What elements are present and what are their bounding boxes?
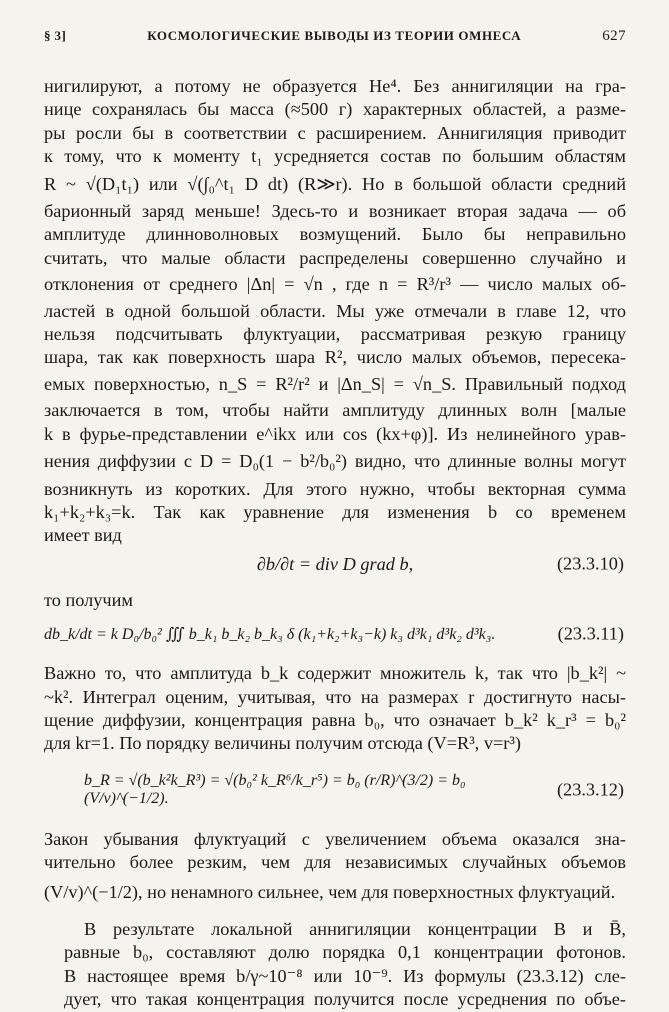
text-line: шара, так как поверхность шара R², число малых объемов, пересека-: [44, 347, 626, 368]
paragraph-4: [44, 828, 626, 904]
equation-expression: b_R = √(b_k²k_R³) = √(b₀² k_R⁶/k_r⁵) = b₀ (r/R)^(3/2) = b₀ (V/v)^(−1/2).: [84, 771, 466, 807]
equation-number: (23.3.11): [557, 623, 624, 644]
text-line: барионный заряд меньше! Здесь-то и возникает вторая задача — об: [44, 201, 626, 222]
text-line: возникнуть из коротких. Для этого нужно, чтобы векторная сумма: [44, 478, 626, 499]
running-header: [44, 28, 626, 45]
book-page: [44, 28, 626, 1012]
text-line: емых поверхностью, n_S = R²/r² и |Δn_S| = √n_S. Правильный подход: [44, 373, 626, 394]
paragraph-2: [44, 589, 626, 612]
text-line: нице сохранялась бы масса (≈500 г) характерных областей, а разме-: [44, 99, 626, 120]
equation-number: (23.3.12): [556, 779, 624, 800]
text-line: считать, что малые области распределены совершенно случайно и: [44, 247, 626, 268]
text-line: Важно то, что амплитуда b_k содержит множитель k, так что |b_k²| ~: [44, 663, 626, 684]
equation-expression: db_k/dt = k D₀/b₀² ∭ b_k₁ b_k₂ b_k₃ δ (k₁+k₂+k₃−k) k₃ d³k₁ d³k₂ d³k₃.: [44, 626, 496, 644]
paragraph-1: [44, 75, 626, 548]
text-line: имеет вид: [44, 525, 122, 546]
equation-number: (23.3.10): [556, 553, 624, 574]
running-title: КОСМОЛОГИЧЕСКИЕ ВЫВОДЫ ИЗ ТЕОРИИ ОМНЕСА: [147, 28, 522, 43]
text-line: щение диффузии, концентрация равна b₀, что означает b_k² k_r³ = b₀²: [44, 709, 626, 730]
text-line: заключается в том, чтобы найти амплитуду длинных волн [малые: [44, 400, 626, 421]
text-line: В настоящее время b/γ~10⁻⁸ или 10⁻⁹. Из формулы (23.3.12) сле-: [64, 965, 626, 986]
text-line: k₁+k₂+k₃=k. Так как уравнение для изменения b со временем: [44, 501, 626, 522]
text-line: чительно более резким, чем для независимых случайных объемов: [44, 852, 626, 873]
text-line: к тому, что к моменту t₁ усредняется состав по большим областям: [44, 146, 626, 167]
paragraph-3: [44, 662, 626, 756]
text-line: ры росли бы в соответствии с расширением. Аннигиляция приводит: [44, 122, 626, 143]
text-line: ластей в одной большой области. Мы уже отмечали в главе 12, что: [44, 300, 626, 321]
text-line: отклонения от среднего |Δn| = √n , где n = R³/r³ — число малых об-: [44, 274, 626, 295]
text-line: Закон убывания флуктуаций с увеличением объема оказался зна-: [44, 828, 626, 849]
section-marker: § 3]: [44, 28, 67, 43]
text-line: k в фурье-представлении e^ikx или cos (kx+φ)]. Из нелинейного урав-: [44, 423, 626, 444]
page-number: 627: [602, 28, 626, 44]
text-line: В результате локальной аннигиляции концентрации B и B̄,: [84, 918, 626, 939]
text-line: (V/v)^(−1/2), но ненамного сильнее, чем для поверхностных флуктуаций.: [44, 881, 616, 902]
text-line: нения диффузии с D = D₀(1 − b²/b₀²) видно, что длинные волны могут: [44, 451, 626, 472]
text-line: то получим: [44, 589, 133, 610]
text-line: амплитуде длинноволновых возмущений. Было бы неправильно: [44, 224, 626, 245]
text-line: нельзя подсчитывать флуктуации, рассматривая резкую границу: [44, 324, 626, 345]
text-line: ~k². Интеграл оценим, учитывая, что на размерах r достигнуто насы-: [44, 686, 626, 707]
equation-23-3-12: [44, 772, 626, 808]
text-line: дует, что такая концентрация получится после усреднения по объе-: [64, 989, 626, 1010]
paragraph-5: [44, 918, 626, 1012]
text-line: для kr=1. По порядку величины получим отсюда (V=R³, v=r³): [44, 733, 521, 754]
text-line: R ~ √(D₁t₁) или √(∫₀^t₁ D dt) (R≫r). Но в большой области средний: [44, 173, 626, 194]
text-line: нигилируют, а потому не образуется He⁴. Без аннигиляции на гра-: [44, 76, 626, 96]
equation-23-3-11: [44, 624, 626, 644]
equation-23-3-10: [44, 554, 626, 575]
equation-expression: ∂b/∂t = div D grad b,: [256, 553, 414, 574]
text-line: равные b₀, составляют долю порядка 0,1 концентрации фотонов.: [64, 942, 626, 963]
